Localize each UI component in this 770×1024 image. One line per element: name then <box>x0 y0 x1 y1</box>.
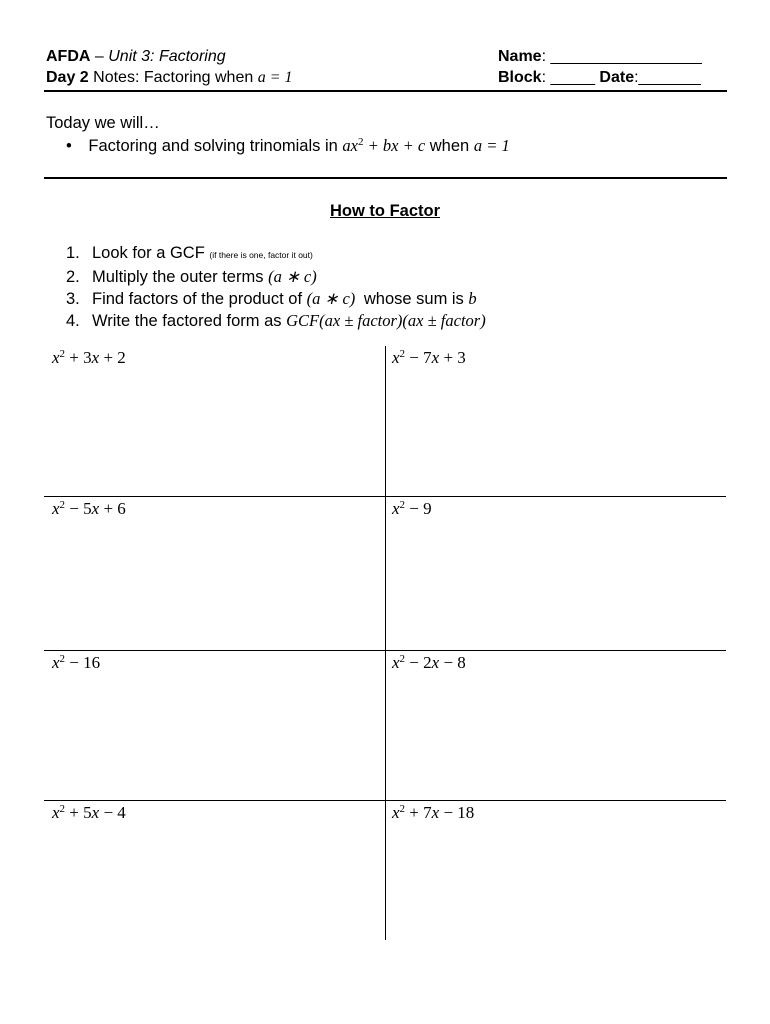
objective-math-2: a = 1 <box>473 136 510 155</box>
problem-4-right: $x^2 + 7x - 18$ <box>392 803 475 822</box>
objective-math: $ax^2$ + bx + c <box>342 136 426 155</box>
title-dash: – <box>94 48 104 65</box>
step-2 <box>66 266 486 288</box>
step-4 <box>66 310 486 332</box>
grid-center-divider <box>385 346 386 940</box>
step-text: Find factors of the product of <box>92 290 303 308</box>
problem-3-right: $x^2 - 2x - 8$ <box>392 653 466 672</box>
name-field[interactable]: : _________________ <box>541 48 702 65</box>
grid-row-divider-1 <box>44 496 726 497</box>
today-heading: Today we will… <box>46 114 160 132</box>
step-math: (a ∗ c) <box>268 267 317 286</box>
problem-2-right: $x^2 - 9$ <box>392 499 432 518</box>
course-name: AFDA <box>46 48 91 65</box>
bullet-dot: • <box>66 137 72 155</box>
problem-1-right: $x^2 - 7x + 3$ <box>392 348 466 367</box>
step-1 <box>66 242 486 266</box>
day-title <box>46 67 292 89</box>
step-math: (a ∗ c) <box>306 289 356 308</box>
block-date-line <box>498 67 701 89</box>
problem-4-left: $x^2 + 5x - 4$ <box>52 803 126 822</box>
objective-when: when <box>429 137 470 155</box>
name-label: Name <box>498 48 542 65</box>
step-number: 4. <box>66 312 80 330</box>
problem-1-left: $x^2 + 3x + 2$ <box>52 348 126 367</box>
grid-row-divider-2 <box>44 650 726 651</box>
day-label: Day 2 <box>46 69 89 86</box>
section-title: How to Factor <box>330 202 440 220</box>
block-label: Block <box>498 69 542 86</box>
header-divider <box>44 90 727 92</box>
step-number: 2. <box>66 268 80 286</box>
step-number: 1. <box>66 244 80 262</box>
step-text-2: whose sum is <box>363 290 464 308</box>
step-3 <box>66 288 486 310</box>
intro-divider <box>44 177 727 179</box>
grid-row-divider-3 <box>44 800 726 801</box>
step-math: GCF(ax ± factor)(ax ± factor) <box>286 311 486 330</box>
step-note: (if there is one, factor it out) <box>209 250 313 260</box>
step-text: Look for a GCF <box>92 244 205 262</box>
objective-bullet <box>66 136 510 156</box>
steps-list <box>66 242 486 332</box>
step-math-2: b <box>468 289 477 308</box>
notes-math: a = 1 <box>257 69 293 86</box>
block-field[interactable]: : _____ <box>541 69 600 86</box>
notes-title: Notes: Factoring when <box>93 69 254 86</box>
course-title <box>46 46 226 68</box>
step-text: Write the factored form as <box>92 312 282 330</box>
objective-text: Factoring and solving trinomials in <box>88 137 338 155</box>
step-text: Multiply the outer terms <box>92 268 264 286</box>
name-line <box>498 46 702 68</box>
problem-3-left: $x^2 - 16$ <box>52 653 101 672</box>
step-number: 3. <box>66 290 80 308</box>
problem-2-left: $x^2 - 5x + 6$ <box>52 499 126 518</box>
date-label: Date <box>599 69 635 86</box>
date-field[interactable]: :_______ <box>634 69 701 86</box>
unit-title: Unit 3: Factoring <box>108 48 226 65</box>
